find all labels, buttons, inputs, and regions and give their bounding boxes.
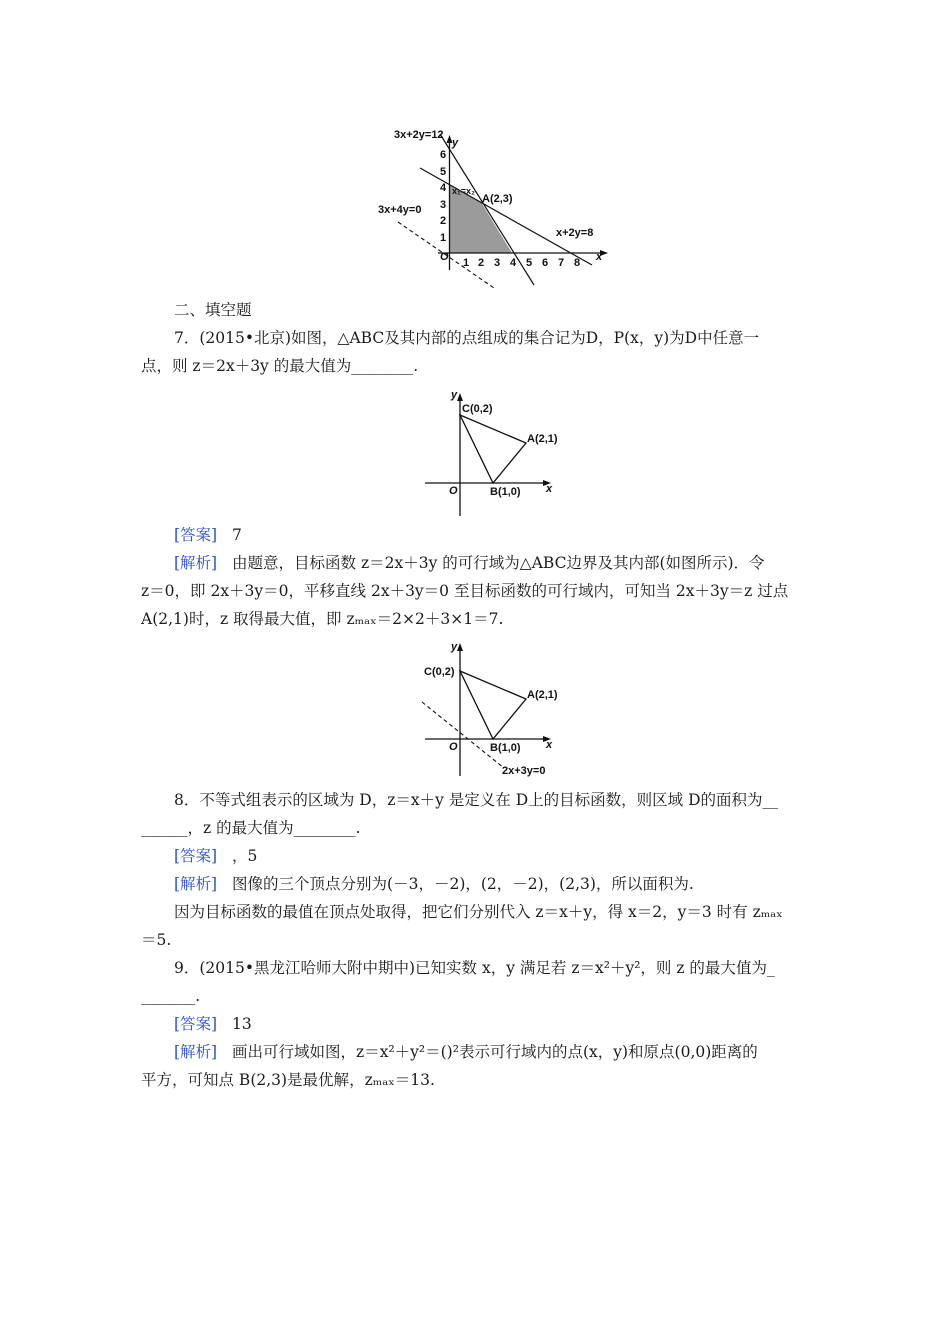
q8-line-2: ______，z 的最大值为________. — [141, 819, 361, 837]
x-tick: 4 — [510, 257, 517, 269]
a9-analysis-line-1 — [174, 1040, 758, 1064]
a8-analysis-line-3: ＝5. — [141, 931, 172, 949]
line-3x2y12-label: 3x+2y=12 — [394, 129, 444, 141]
point-a-label: A(2,3) — [482, 193, 513, 205]
q7-line-1: 7．(2015•北京)如图，△ABC及其内部的点组成的集合记为D，P(x，y)为D中任意一 — [174, 329, 760, 347]
a8-analysis-line-2: 因为目标函数的最值在顶点处取得，把它们分别代入 z＝x＋y，得 x＝2，y＝3 时有 zₘₐₓ — [174, 903, 783, 921]
y-tick: 5 — [440, 166, 447, 178]
answer-tag: [答案] — [174, 526, 218, 544]
analysis-tag: [解析] — [174, 554, 218, 572]
origin-label: O — [449, 741, 458, 753]
point-b-label: B(1,0) — [490, 486, 521, 498]
a7-analysis-line-2: z＝0，即 2x＋3y＝0，平移直线 2x＋3y＝0 至目标函数的可行域内，可知当 2x＋3y＝z 过点 — [141, 582, 789, 600]
section-title: 二、填空题 — [174, 301, 252, 319]
point-a-label: A(2,1) — [527, 433, 558, 445]
answer-value: ，5 — [232, 847, 258, 865]
y-axis-label: y — [452, 137, 459, 149]
y-axis-label: y — [451, 389, 458, 401]
a7-answer-line — [174, 523, 242, 547]
y-axis-arrow — [457, 393, 463, 401]
figure-triangle — [420, 384, 560, 520]
y-tick: 6 — [440, 149, 447, 161]
figure-triangle-with-line — [420, 640, 565, 780]
q8-line-1: 8．不等式组表示的区域为 D，z＝x＋y 是定义在 D上的目标函数，则区域 D的面积为__ — [174, 791, 779, 809]
x-tick: 2 — [478, 257, 485, 269]
triangle-abc — [460, 415, 526, 483]
x-tick: 3 — [494, 257, 501, 269]
line-x2y8-label: x+2y=8 — [556, 227, 594, 239]
analysis-text: 画出可行域如图，z＝x²＋y²＝()²表示可行域内的点(x，y)和原点(0,0)距离的 — [232, 1043, 758, 1061]
x-tick: 6 — [542, 257, 549, 269]
y-axis-arrow — [457, 643, 463, 651]
x-axis-label: x — [546, 739, 553, 751]
y-tick: 4 — [440, 182, 447, 194]
line-3x4y0-label: 3x+4y=0 — [378, 204, 422, 216]
y-tick: 2 — [440, 215, 447, 227]
x-tick: 5 — [526, 257, 533, 269]
x-tick: 7 — [558, 257, 565, 269]
point-b-label: B(1,0) — [490, 742, 521, 754]
a8-answer-line — [174, 844, 257, 868]
origin-label: O — [449, 485, 458, 497]
line-2x3y0-label: 2x+3y=0 — [502, 765, 546, 777]
x-tick-labels — [463, 257, 580, 269]
x-tick: 1 — [463, 257, 470, 269]
origin-label: O — [440, 251, 449, 263]
figure-feasible-region — [370, 120, 620, 290]
a7-analysis-line-3: A(2,1)时，z 取得最大值，即 zₘₐₓ＝2×2＋3×1＝7. — [141, 610, 504, 628]
answer-tag: [答案] — [174, 847, 218, 865]
y-axis-label: y — [451, 641, 458, 653]
point-a-label: A(2,1) — [527, 689, 558, 701]
q9-line-1: 9．(2015•黑龙江哈师大附中期中)已知实数 x，y 满足若 z＝x²＋y²，则 z 的最大值为_ — [174, 959, 775, 977]
small-label: x₁=x₂ — [452, 186, 475, 196]
a7-analysis-line-1 — [174, 551, 765, 575]
point-c-label: C(0,2) — [424, 666, 455, 678]
analysis-text: 图像的三个顶点分别为(－3，－2)，(2，－2)，(2,3)，所以面积为. — [232, 875, 694, 893]
a9-analysis-line-2: 平方，可知点 B(2,3)是最优解，zₘₐₓ＝13. — [141, 1071, 435, 1089]
x-axis-label: x — [546, 483, 553, 495]
answer-tag: [答案] — [174, 1015, 218, 1033]
x-tick: 8 — [574, 257, 581, 269]
answer-value: 13 — [232, 1015, 252, 1033]
analysis-tag: [解析] — [174, 1043, 218, 1061]
triangle-abc — [460, 671, 526, 739]
x-axis-label: x — [596, 251, 603, 263]
analysis-tag: [解析] — [174, 875, 218, 893]
a8-analysis-line-1 — [174, 872, 694, 896]
q9-line-2: _______. — [141, 987, 201, 1005]
y-tick-labels — [440, 149, 447, 244]
answer-value: 7 — [232, 526, 242, 544]
y-tick: 3 — [440, 199, 447, 211]
analysis-text: 由题意，目标函数 z＝2x＋3y 的可行域为△ABC边界及其内部(如图所示)．令 — [232, 554, 765, 572]
q7-line-2: 点，则 z＝2x＋3y 的最大值为________. — [141, 357, 419, 375]
a9-answer-line — [174, 1012, 252, 1036]
y-tick: 1 — [440, 232, 447, 244]
point-c-label: C(0,2) — [462, 403, 493, 415]
